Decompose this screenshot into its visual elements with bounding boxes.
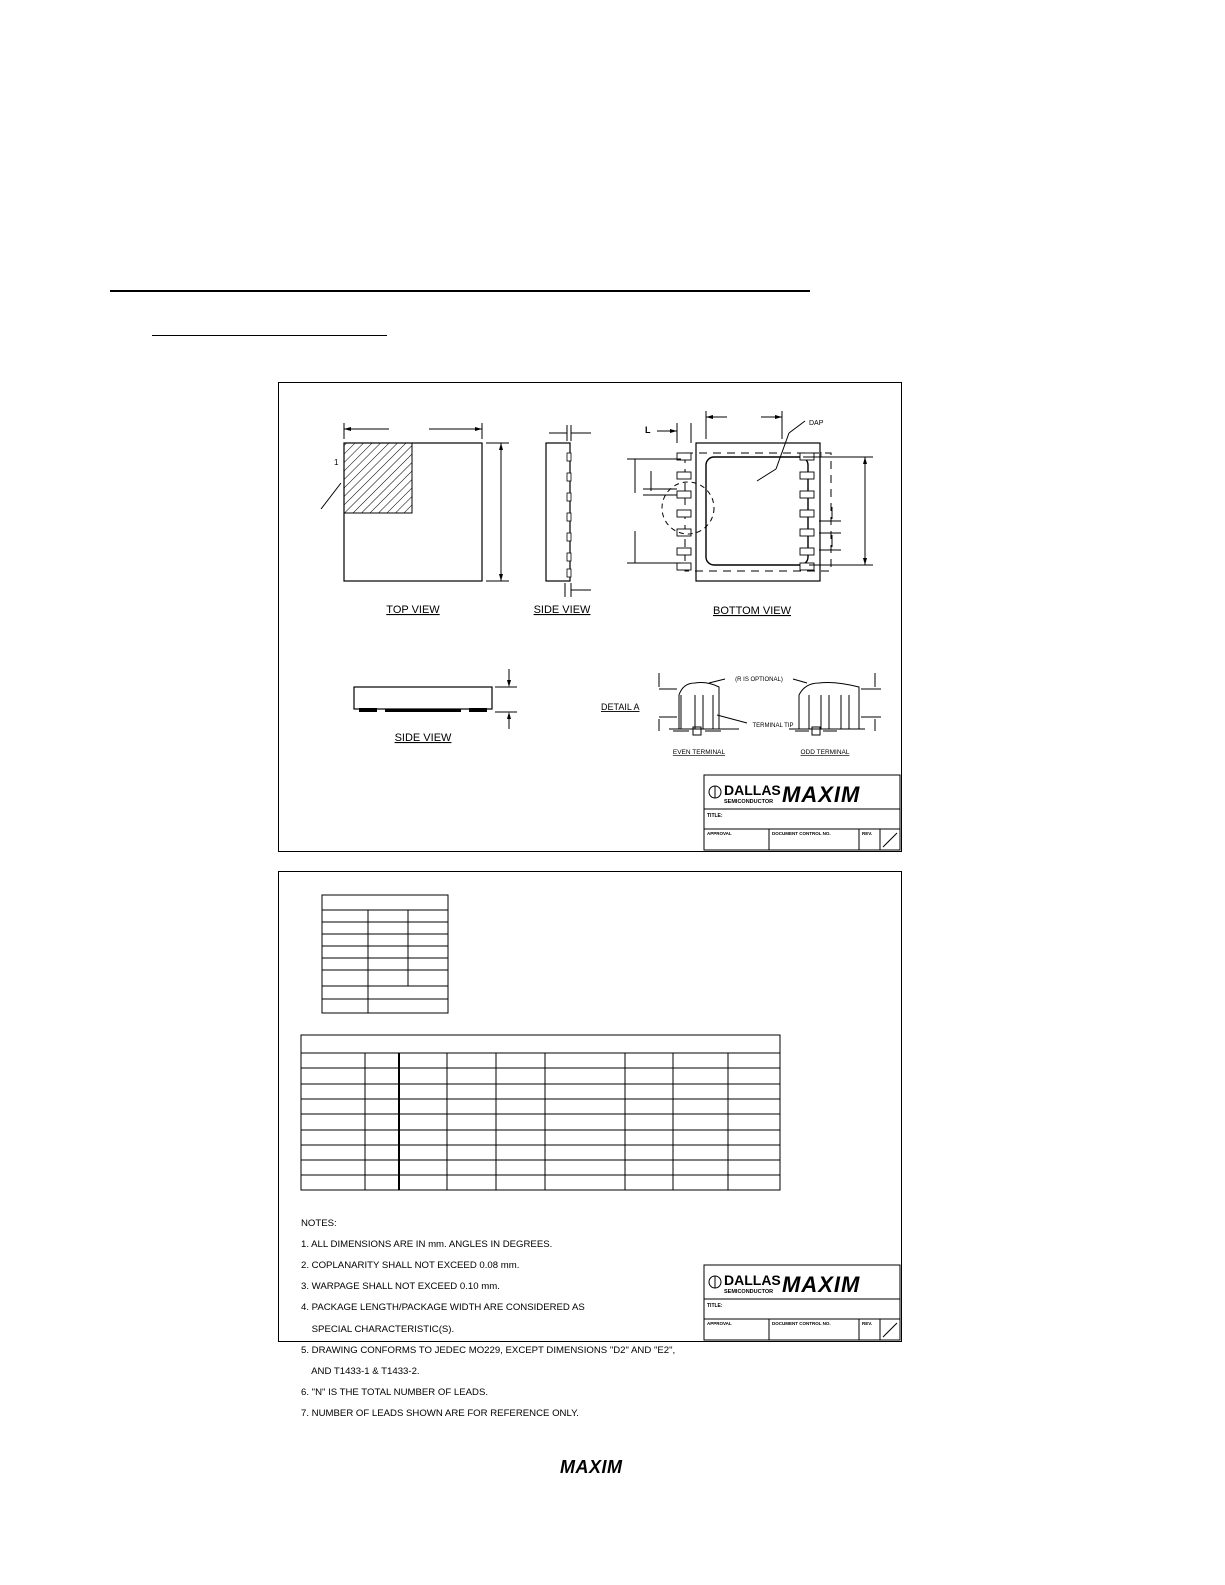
pin1-label: 1 (334, 458, 339, 467)
package-drawing-sheet-2 (278, 871, 902, 1420)
bottom-view-label: BOTTOM VIEW (712, 605, 792, 617)
notes-block (301, 1208, 675, 1430)
small-dimension-table (322, 895, 448, 1013)
even-terminal-label: EVEN TERMINAL (672, 749, 726, 756)
note-line: 5. DRAWING CONFORMS TO JEDEC MO229, EXCEPT DIMENSIONS "D2" AND "E2", (301, 1344, 676, 1356)
package-outline-drawing (279, 383, 901, 851)
footer-maxim-logo (560, 1458, 640, 1481)
footer-brand-text: MAXIM (560, 1458, 623, 1476)
detail-a (601, 673, 881, 756)
odd-terminal-label: ODD TERMINAL (800, 749, 850, 756)
doc-control-label: DOCUMENT CONTROL NO. (772, 831, 831, 836)
side-view-label: SIDE VIEW (533, 604, 591, 616)
r-optional-label: (R IS OPTIONAL) (735, 677, 783, 683)
subheader-rule (152, 335, 387, 336)
dim-L-label: L (645, 425, 651, 435)
dallas-logo-text-2: DALLAS (724, 1272, 781, 1288)
terminal-tip-label: TERMINAL TIP (752, 723, 794, 729)
note-line: 6. "N" IS THE TOTAL NUMBER OF LEADS. (301, 1387, 489, 1399)
note-line: 7. NUMBER OF LEADS SHOWN ARE FOR REFERENCE ONLY. (301, 1408, 579, 1420)
rev-label-2: REV. (862, 1321, 873, 1326)
top-view-label: TOP VIEW (386, 604, 440, 616)
left-leads (677, 453, 691, 570)
detail-a-label: DETAIL A (601, 702, 640, 712)
dap-label: DAP (809, 420, 824, 427)
top-view (321, 423, 509, 616)
note-line: 4. PACKAGE LENGTH/PACKAGE WIDTH ARE CONSIDERED AS (301, 1302, 585, 1314)
semiconductor-text: SEMICONDUCTOR (724, 799, 774, 805)
note-line: 1. ALL DIMENSIONS ARE IN mm. ANGLES IN DEGREES. (301, 1238, 553, 1250)
large-dimension-table (301, 1035, 780, 1190)
rev-label: REV. (862, 831, 873, 836)
side-view-horizontal (354, 669, 517, 744)
title-field-label: TITLE: (707, 813, 723, 819)
title-block-2 (704, 1265, 900, 1340)
doc-control-label-2: DOCUMENT CONTROL NO. (772, 1321, 831, 1326)
title-field-label-2: TITLE: (707, 1303, 723, 1309)
bottom-view (627, 411, 873, 617)
pin1-bottom-label: 1 (819, 452, 823, 459)
maxim-logo-1: MAXIM (782, 782, 861, 807)
note-line: 3. WARPAGE SHALL NOT EXCEED 0.10 mm. (301, 1281, 500, 1293)
approval-label-2: APPROVAL (707, 1321, 732, 1326)
note-line: AND T1433-1 & T1433-2. (301, 1365, 420, 1377)
side-view-2-label: SIDE VIEW (394, 732, 452, 744)
approval-label: APPROVAL (707, 831, 732, 836)
note-line: SPECIAL CHARACTERISTIC(S). (301, 1323, 455, 1335)
header-rule (110, 290, 810, 292)
right-leads (800, 453, 814, 570)
note-line: NOTES: (301, 1217, 337, 1229)
semiconductor-text-2: SEMICONDUCTOR (724, 1289, 774, 1295)
dallas-logo-text: DALLAS (724, 782, 781, 798)
package-drawing-sheet-1 (278, 382, 902, 852)
side-view-vertical (534, 425, 591, 616)
note-line: 2. COPLANARITY SHALL NOT EXCEED 0.08 mm. (301, 1259, 520, 1271)
maxim-logo-2: MAXIM (782, 1272, 861, 1297)
title-block-1 (704, 775, 900, 850)
